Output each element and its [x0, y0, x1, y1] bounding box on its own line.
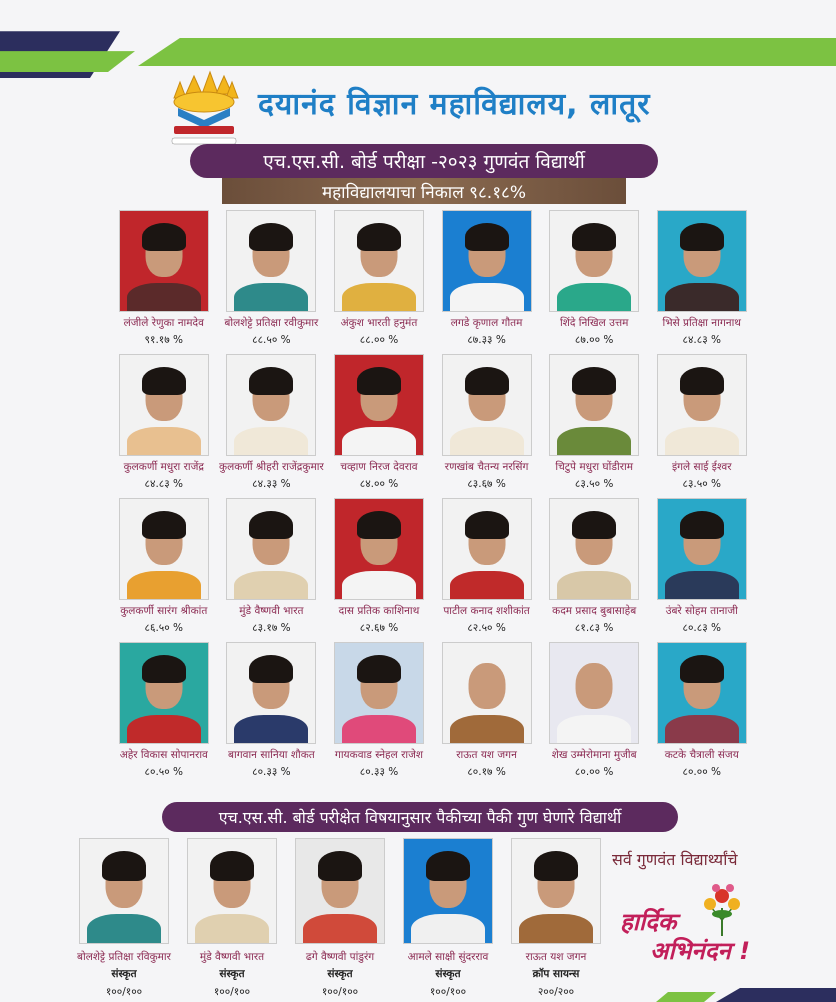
photo-hair — [249, 655, 293, 683]
student-percentage: ८३.६७ % — [467, 478, 506, 490]
student-photo — [442, 642, 532, 744]
student-photo — [226, 354, 316, 456]
student-name: कटके चैत्राली संजय — [664, 749, 739, 761]
photo-shirt — [665, 283, 739, 312]
bottom-navy-band — [716, 988, 836, 1002]
photo-hair — [465, 223, 509, 251]
student-photo — [657, 498, 747, 600]
student-percentage: ८३.५० % — [574, 478, 614, 490]
photo-shirt — [127, 427, 201, 456]
student-name: कुलकर्णी श्रीहरी राजेंद्रकुमार — [219, 461, 324, 473]
photo-shirt — [557, 715, 631, 744]
topper-marks: १००/१०० — [105, 986, 143, 998]
student-card — [325, 498, 433, 642]
student-name: कदम प्रसाद बुबासाहेब — [552, 605, 637, 617]
student-name: दास प्रतिक काशिनाथ — [338, 605, 420, 617]
student-percentage: ८०.३३ % — [252, 766, 291, 778]
student-card — [433, 498, 541, 642]
photo-shirt — [665, 427, 739, 456]
student-photo — [187, 838, 277, 944]
photo-shirt — [195, 914, 269, 944]
photo-hair — [465, 367, 509, 395]
student-percentage: ८०.८३ % — [682, 622, 722, 634]
student-card — [648, 642, 756, 786]
photo-shirt — [127, 571, 201, 600]
student-name: मुंडे वैष्णवी भारत — [239, 605, 304, 617]
congrats-abhinandan: अभिनंदन ! — [650, 937, 751, 965]
student-name: अहेर विकास सोपानराव — [119, 749, 208, 761]
subject-topper-card — [178, 838, 286, 999]
photo-face — [468, 663, 505, 709]
topper-name: मुंडे वैष्णवी भारत — [199, 951, 265, 963]
student-percentage: ८१.८३ % — [574, 622, 614, 634]
topper-subject: क्रॉप सायन्स — [532, 968, 580, 980]
student-photo — [549, 642, 639, 744]
photo-shirt — [87, 914, 161, 944]
student-photo — [334, 642, 424, 744]
photo-shirt — [342, 715, 416, 744]
student-percentage: ९१.१७ % — [144, 334, 184, 346]
photo-hair — [572, 367, 616, 395]
student-percentage: ८८.०० % — [359, 334, 399, 346]
student-percentage: ८६.५० % — [144, 622, 184, 634]
student-name: चिटुपे मधुरा घोंडीराम — [555, 461, 633, 473]
student-percentage: ८४.८३ % — [144, 478, 184, 490]
photo-shirt — [665, 571, 739, 600]
student-card — [325, 210, 433, 354]
result-banner: महाविद्यालयाचा निकाल ९८.१८% — [222, 178, 626, 204]
college-name: दयानंद विज्ञान महाविद्यालय, लातूर — [258, 87, 651, 122]
student-percentage: ८४.८३ % — [682, 334, 722, 346]
topper-name: आमले साक्षी सुंदरराव — [407, 951, 489, 963]
student-card — [325, 354, 433, 498]
student-name: कुलकर्णी सारंग श्रीकांत — [120, 605, 208, 617]
photo-shirt — [557, 283, 631, 312]
student-card — [540, 498, 648, 642]
student-photo — [226, 210, 316, 312]
photo-shirt — [450, 715, 524, 744]
photo-shirt — [342, 283, 416, 312]
student-percentage: ८८.५० % — [252, 334, 291, 346]
student-photo — [295, 838, 385, 944]
photo-shirt — [342, 427, 416, 456]
student-card — [433, 210, 541, 354]
college-emblem-icon — [168, 68, 240, 148]
student-name: भिसे प्रतिक्षा नागनाथ — [662, 317, 742, 329]
student-name: रणखांब चैतन्य नरसिंग — [444, 461, 529, 473]
student-name: राऊत यश जगन — [456, 749, 517, 761]
photo-hair — [680, 655, 724, 683]
student-photo — [334, 498, 424, 600]
photo-hair — [210, 851, 254, 880]
student-card — [218, 498, 326, 642]
subject-topper-card — [394, 838, 502, 999]
student-name: कुलकर्णी मधुरा राजेंद्र — [123, 461, 204, 473]
photo-hair — [534, 851, 578, 880]
student-photo — [119, 354, 209, 456]
student-card — [110, 642, 218, 786]
photo-shirt — [450, 427, 524, 456]
photo-shirt — [127, 715, 201, 744]
photo-hair — [249, 223, 293, 251]
photo-hair — [572, 511, 616, 539]
topper-name: बोलशेट्टे प्रतिक्षा रविकुमार — [77, 951, 171, 963]
student-percentage: ८०.३३ % — [359, 766, 399, 778]
student-card — [433, 354, 541, 498]
student-name: लंजीले रेणुका नामदेव — [123, 317, 204, 329]
student-photo — [403, 838, 493, 944]
photo-shirt — [342, 571, 416, 600]
bottom-green-band — [656, 992, 716, 1002]
student-percentage: ८२.५० % — [467, 622, 506, 634]
photo-hair — [102, 851, 146, 880]
student-name: पाटील कनाद शशीकांत — [443, 605, 530, 617]
photo-shirt — [557, 571, 631, 600]
student-percentage: ८७.३३ % — [467, 334, 506, 346]
photo-shirt — [234, 283, 308, 312]
photo-shirt — [411, 914, 485, 944]
student-name: इंगले साई ईश्वर — [671, 461, 732, 473]
student-card — [325, 642, 433, 786]
student-photo — [119, 210, 209, 312]
photo-shirt — [234, 571, 308, 600]
student-percentage: ८०.०० % — [682, 766, 722, 778]
student-percentage: ८२.६७ % — [359, 622, 399, 634]
student-card — [218, 642, 326, 786]
student-photo — [79, 838, 169, 944]
top-green-band — [138, 38, 836, 66]
student-card — [540, 210, 648, 354]
student-photo — [442, 354, 532, 456]
student-card — [433, 642, 541, 786]
student-photo — [334, 354, 424, 456]
photo-hair — [680, 511, 724, 539]
photo-hair — [142, 367, 186, 395]
subject-toppers-row — [70, 838, 610, 999]
student-name: लगडे कृणाल गौतम — [450, 317, 523, 329]
student-name: बागवान सानिया शौकत — [228, 749, 315, 761]
student-name: शेख उम्मेरोमाना मुजीब — [551, 749, 637, 761]
student-name: बोलशेट्टे प्रतिक्षा रवीकुमार — [224, 317, 319, 329]
student-photo — [226, 498, 316, 600]
student-card — [540, 354, 648, 498]
photo-shirt — [234, 427, 308, 456]
photo-hair — [357, 223, 401, 251]
photo-hair — [680, 223, 724, 251]
student-percentage: ८०.१७ % — [467, 766, 506, 778]
student-card — [110, 498, 218, 642]
photo-hair — [249, 367, 293, 395]
student-name: गायकवाड स्नेहल राजेश — [334, 749, 424, 761]
photo-hair — [318, 851, 362, 880]
photo-shirt — [450, 283, 524, 312]
subject-topper-card — [286, 838, 394, 999]
photo-hair — [142, 511, 186, 539]
student-percentage: ८०.५० % — [144, 766, 184, 778]
congrats-line: सर्व गुणवंत विद्यार्थ्यांचे — [612, 850, 738, 869]
student-photo — [334, 210, 424, 312]
student-photo — [549, 354, 639, 456]
student-photo — [657, 210, 747, 312]
photo-hair — [142, 655, 186, 683]
student-percentage: ८४.३३ % — [252, 478, 291, 490]
student-name: उंबरे सोहम तानाजी — [665, 605, 738, 617]
photo-hair — [426, 851, 470, 880]
student-photo — [442, 498, 532, 600]
topper-subject: संस्कृत — [111, 968, 137, 980]
student-photo — [442, 210, 532, 312]
title-banner: एच.एस.सी. बोर्ड परीक्षा -२०२३ गुणवंत विद्यार्थी — [190, 144, 658, 178]
topper-name: राऊत यश जगन — [525, 951, 587, 963]
student-percentage: ८०.०० % — [574, 766, 614, 778]
photo-shirt — [665, 715, 739, 744]
student-photo — [549, 210, 639, 312]
photo-hair — [249, 511, 293, 539]
student-percentage: ८३.५० % — [682, 478, 722, 490]
student-card — [110, 354, 218, 498]
student-name: शिंदे निखिल उत्तम — [559, 317, 629, 329]
student-photo — [511, 838, 601, 944]
topper-marks: १००/१०० — [429, 986, 467, 998]
photo-hair — [142, 223, 186, 251]
student-photo — [657, 642, 747, 744]
student-card — [218, 210, 326, 354]
student-name: अंकुश भारती हनुमंत — [340, 317, 418, 329]
photo-hair — [572, 223, 616, 251]
photo-hair — [680, 367, 724, 395]
topper-marks: १००/१०० — [213, 986, 251, 998]
photo-shirt — [234, 715, 308, 744]
student-card — [218, 354, 326, 498]
student-photo — [119, 642, 209, 744]
student-photo — [657, 354, 747, 456]
student-card — [110, 210, 218, 354]
topper-name: ढगे वैष्णवी पांडुरंग — [305, 951, 375, 963]
student-card — [648, 498, 756, 642]
photo-hair — [357, 655, 401, 683]
topper-marks: २००/२०० — [537, 986, 575, 998]
subject-topper-card — [502, 838, 610, 999]
subject-topper-card — [70, 838, 178, 999]
flower-bouquet-icon — [700, 880, 744, 936]
photo-face — [576, 663, 613, 709]
photo-shirt — [303, 914, 377, 944]
student-card — [648, 354, 756, 498]
student-name: चव्हाण निरज देवराव — [340, 461, 418, 473]
photo-shirt — [519, 914, 593, 944]
student-photo — [119, 498, 209, 600]
photo-shirt — [450, 571, 524, 600]
student-percentage: ८७.०० % — [574, 334, 614, 346]
photo-hair — [357, 367, 401, 395]
photo-shirt — [557, 427, 631, 456]
subject-toppers-banner: एच.एस.सी. बोर्ड परीक्षेत विषयानुसार पैकीच्या पैकी गुण घेणारे विद्यार्थी — [162, 802, 678, 832]
student-percentage: ८४.०० % — [359, 478, 399, 490]
student-percentage: ८३.१७ % — [252, 622, 291, 634]
merit-students-grid — [110, 210, 750, 786]
student-photo — [226, 642, 316, 744]
congrats-hardik: हार्दिक — [620, 908, 677, 936]
topper-subject: संस्कृत — [435, 968, 461, 980]
student-card — [540, 642, 648, 786]
topper-subject: संस्कृत — [327, 968, 353, 980]
topper-marks: १००/१०० — [321, 986, 359, 998]
student-card — [648, 210, 756, 354]
photo-hair — [357, 511, 401, 539]
photo-hair — [465, 511, 509, 539]
student-photo — [549, 498, 639, 600]
photo-shirt — [127, 283, 201, 312]
topper-subject: संस्कृत — [219, 968, 245, 980]
